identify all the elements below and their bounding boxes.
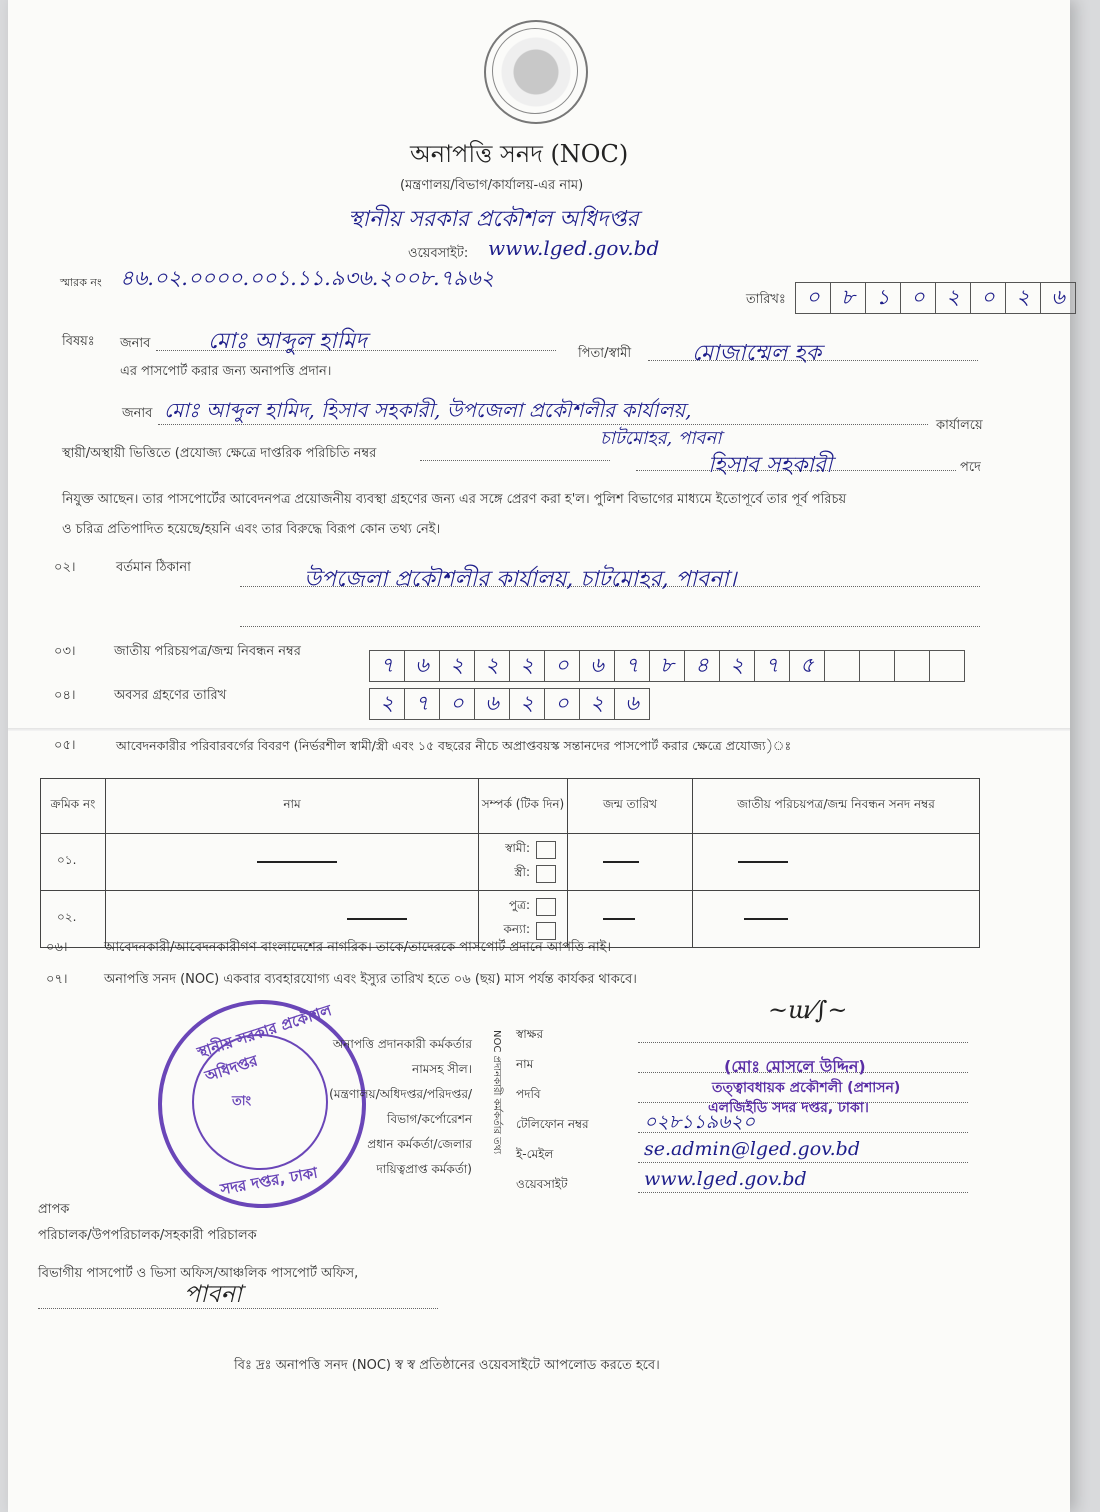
row-nid — [693, 834, 980, 891]
date-digit-box: ০ — [970, 282, 1006, 314]
post-label: পদে — [960, 460, 981, 475]
nid-digit-box: ৬ — [579, 650, 615, 682]
signatory-field-label: ওয়েবসাইট — [516, 1177, 568, 1191]
date-digit-box: ০ — [795, 282, 831, 314]
date-digit-box: ৬ — [1040, 282, 1076, 314]
nid-digit-box: ২ — [474, 650, 510, 682]
signatory-field-label: টেলিফোন নম্বর — [516, 1117, 589, 1131]
ministry-label: (মন্ত্রণালয়/বিভাগ/কার্যালয়-এর নাম) — [400, 178, 584, 193]
dob-dash — [603, 861, 639, 863]
nid-digit-box: ৪ — [684, 650, 720, 682]
person-details: মোঃ আব্দুল হামিদ, হিসাব সহকারী, উপজেলা প্রকৌশলীর কার্যালয়, — [164, 398, 692, 422]
government-seal-icon — [484, 20, 588, 124]
retire-digit-box: ৭ — [404, 688, 440, 720]
date-digit-box: ৮ — [830, 282, 866, 314]
husband-checkbox[interactable] — [536, 841, 556, 859]
row-nid — [693, 891, 980, 948]
paper-fold-line — [8, 728, 1070, 731]
retire-label: অবসর গ্রহণের তারিখ — [114, 688, 227, 703]
subject-line2: এর পাসপোর্ট করার জন্য অনাপত্তি প্রদান। — [120, 364, 332, 379]
retire-digit-box: ০ — [439, 688, 475, 720]
nid-dash — [744, 918, 788, 920]
family-table — [40, 778, 980, 948]
nid-digit-box: ২ — [509, 650, 545, 682]
row-serial: ০১. — [41, 834, 106, 891]
signatory-field-label: ই-মেইল — [516, 1147, 554, 1161]
subject-mr-label: জনাব — [120, 336, 151, 351]
nid-digit-box: ৮ — [649, 650, 685, 682]
body-line2: স্থায়ী/অস্থায়ী ভিত্তিতে (প্রযোজ্য ক্ষেত্রে দাপ্তরিক পরিচিতি নম্বর — [62, 446, 377, 461]
address-dotted-line-2 — [240, 626, 980, 627]
post-value: হিসাব সহকারী — [708, 453, 833, 478]
table-header-row — [41, 779, 980, 834]
name-dash — [257, 861, 337, 863]
stamp-mid-text: তাং — [232, 1094, 252, 1109]
father-label: পিতা/স্বামী — [578, 346, 632, 361]
item-05-number: ০৫। — [54, 738, 76, 753]
nid-label: জাতীয় পরিচয়পত্র/জন্ম নিবন্ধন নম্বর — [114, 644, 301, 659]
nid-dash — [738, 861, 788, 863]
signatory-field-line — [638, 1192, 968, 1193]
family-label: আবেদনকারীর পরিবারবর্গের বিবরণ (নির্ভরশীল স্বামী/স্ত্রী এবং ১৫ বছরের নীচে অপ্রাপ্তবয়স্ক সন্তানদের পাসপোর্ট করার ক্ষেত্রে প্রযোজ্য)ঃ — [116, 738, 792, 753]
nid-digit-box: ৭ — [369, 650, 405, 682]
office-label: কার্যালয়ে — [936, 418, 983, 433]
body-mr-label: জনাব — [122, 406, 153, 421]
retire-digit-box: ৬ — [474, 688, 510, 720]
signatory-field-line — [638, 1042, 968, 1043]
signatory-field-line — [638, 1162, 968, 1163]
date-boxes — [796, 282, 1076, 314]
signatory-field-label: পদবি — [516, 1087, 541, 1101]
date-digit-box: ০ — [900, 282, 936, 314]
ministry-value: স্থানীয় সরকার প্রকৌশল অধিদপ্তর — [348, 207, 639, 232]
nid-digit-box — [929, 650, 965, 682]
subject-label: বিষয়ঃ — [62, 334, 95, 349]
left-line: দায়িত্বপ্রাপ্ত কর্মকর্তা) — [376, 1162, 472, 1176]
nid-digit-box: ৭ — [614, 650, 650, 682]
retire-digit-box: ০ — [544, 688, 580, 720]
document-title: অনাপত্তি সনদ (NOC) — [410, 140, 629, 168]
col-dob: জন্ম তারিখ — [568, 779, 693, 834]
office-location: চাটমোহর, পাবনা — [600, 428, 722, 449]
table-row — [41, 834, 980, 891]
vertical-noc-label: NOC প্রদানকারী কর্মকর্তার তথ্য — [491, 1030, 502, 1155]
item-04-number: ০৪। — [54, 688, 76, 703]
item-03-number: ০৩। — [54, 644, 76, 659]
recipient-line1: পরিচালক/উপপরিচালক/সহকারী পরিচালক — [38, 1228, 257, 1243]
memo-label: স্মারক নং — [60, 276, 102, 289]
retire-digit-box: ২ — [509, 688, 545, 720]
row-serial: ০২. — [41, 891, 106, 948]
dob-dash — [603, 918, 635, 920]
signatory-field-value: se.admin@lged.gov.bd — [644, 1138, 860, 1160]
left-line: বিভাগ/কর্পোরেশন — [387, 1112, 472, 1126]
date-digit-box: ২ — [1005, 282, 1041, 314]
row-relation — [479, 834, 568, 891]
left-line: প্রধান কর্মকর্তা/জেলার — [367, 1137, 472, 1151]
col-relation: সম্পর্ক (টিক দিন) — [479, 779, 568, 834]
applicant-name: মোঃ আব্দুল হামিদ — [208, 329, 367, 354]
retire-digit-box: ২ — [579, 688, 615, 720]
recipient-city: পাবনা — [184, 1280, 242, 1308]
left-line: অনাপত্তি প্রদানকারী কর্মকর্তার — [332, 1037, 472, 1051]
nid-digit-box: ২ — [439, 650, 475, 682]
address-label: বর্তমান ঠিকানা — [116, 560, 191, 575]
signatory-left-block — [302, 1032, 472, 1182]
signatory-field-label: স্বাক্ষর — [516, 1027, 544, 1041]
recipient-line2: বিভাগীয় পাসপোর্ট ও ভিসা অফিস/আঞ্চলিক পাসপোর্ট অফিস, — [38, 1266, 359, 1281]
stamp-top-text: স্থানীয় সরকার প্রকৌশল অধিদপ্তর — [194, 1001, 334, 1086]
website-value: www.lged.gov.bd — [488, 236, 660, 260]
nid-digit-box — [894, 650, 930, 682]
memo-value: ৪৬.০২.০০০০.০০১.১১.৯৩৬.২০০৮.৭৯৬২ — [120, 266, 495, 290]
nid-boxes — [370, 650, 965, 682]
body-paragraph-2: ও চরিত্র প্রতিপাদিত হয়েছে/হয়নি এবং তার বিরুদ্ধে বিরূপ কোন তথ্য নেই। — [62, 522, 441, 537]
stamp-officer-office: এলজিইডি সদর দপ্তর, ঢাকা। — [708, 1100, 869, 1116]
item-07-number: ০৭। — [46, 972, 68, 987]
body-paragraph: নিযুক্ত আছেন। তার পাসপোর্টের আবেদনপত্র প্রয়োজনীয় ব্যবস্থা গ্রহণের জন্য এর সঙ্গে প্রেরণ করা হ'ল। পুলিশ বিভাগের মাধ্যমে ইতোপূর্বে তার পূর্ব পরিচয় — [62, 492, 847, 507]
noc-document — [8, 0, 1070, 1512]
col-nid: জাতীয় পরিচয়পত্র/জন্ম নিবন্ধন সনদ নম্বর — [693, 779, 980, 834]
address-value: উপজেলা প্রকৌশলীর কার্যালয়, চাটমোহর, পাবনা। — [304, 567, 737, 592]
wife-checkbox[interactable] — [536, 865, 556, 883]
stamp-bottom-text: সদর দপ্তর, ঢাকা — [218, 1163, 319, 1199]
date-digit-box: ১ — [865, 282, 901, 314]
nid-digit-box: ০ — [544, 650, 580, 682]
signature-scribble-icon: ~ɯ⁄∫~ — [768, 996, 848, 1024]
row-name — [106, 834, 479, 891]
item-07-text: অনাপত্তি সনদ (NOC) একবার ব্যবহারযোগ্য এবং ইস্যুর তারিখ হতে ০৬ (ছয়) মাস পর্যন্ত কার্যকর থাকবে। — [104, 972, 637, 987]
left-line: (মন্ত্রণালয়/অধিদপ্তর/পরিদপ্তর/ — [329, 1087, 472, 1101]
date-label: তারিখঃ — [746, 292, 786, 307]
left-line: নামসহ সীল। — [412, 1062, 472, 1076]
relation-son-label: পুত্র: — [508, 898, 530, 912]
retire-boxes — [370, 688, 650, 720]
stamp-officer-designation: তত্ত্বাবধায়ক প্রকৌশলী (প্রশাসন) — [712, 1080, 901, 1096]
stamp-officer-name: (মোঃ মোসলে উদ্দিন) — [724, 1057, 866, 1076]
relation-husband-label: স্বামী: — [505, 841, 530, 855]
date-digit-box: ২ — [935, 282, 971, 314]
son-checkbox[interactable] — [536, 898, 556, 916]
nid-digit-box — [859, 650, 895, 682]
col-name: নাম — [106, 779, 479, 834]
item-06-text: আবেদনকারী/আবেদনকারীগণ বাংলাদেশের নাগরিক। তাকে/তাদেরকে পাসপোর্ট প্রদানে আপত্তি নাই। — [104, 940, 612, 955]
relation-daughter-label: কন্যা: — [503, 922, 530, 936]
nid-digit-box — [824, 650, 860, 682]
col-serial: ক্রমিক নং — [41, 779, 106, 834]
recipient-label: প্রাপক — [38, 1202, 70, 1217]
father-name: মোজাম্মেল হক — [692, 341, 822, 366]
nid-digit-box: ৭ — [754, 650, 790, 682]
code-dotted-line — [420, 460, 610, 461]
signatory-field-value: www.lged.gov.bd — [644, 1168, 807, 1190]
retire-digit-box: ২ — [369, 688, 405, 720]
retire-digit-box: ৬ — [614, 688, 650, 720]
name-dash — [347, 918, 407, 920]
item-06-number: ০৬। — [46, 940, 68, 955]
nid-digit-box: ৬ — [404, 650, 440, 682]
row-dob — [568, 834, 693, 891]
item-02-number: ০২। — [54, 560, 76, 575]
signatory-field-value: ০২৮১১৯৬২০ — [644, 1111, 756, 1133]
seal-ring — [492, 28, 578, 114]
nid-digit-box: ২ — [719, 650, 755, 682]
website-label: ওয়েবসাইট: — [408, 246, 469, 261]
nid-digit-box: ৫ — [789, 650, 825, 682]
signatory-field-label: নাম — [516, 1057, 534, 1071]
footnote: বিঃ দ্রঃ অনাপত্তি সনদ (NOC) স্ব স্ব প্রতিষ্ঠানের ওয়েবসাইটে আপলোড করতে হবে। — [234, 1358, 660, 1373]
relation-wife-label: স্ত্রী: — [514, 865, 530, 879]
